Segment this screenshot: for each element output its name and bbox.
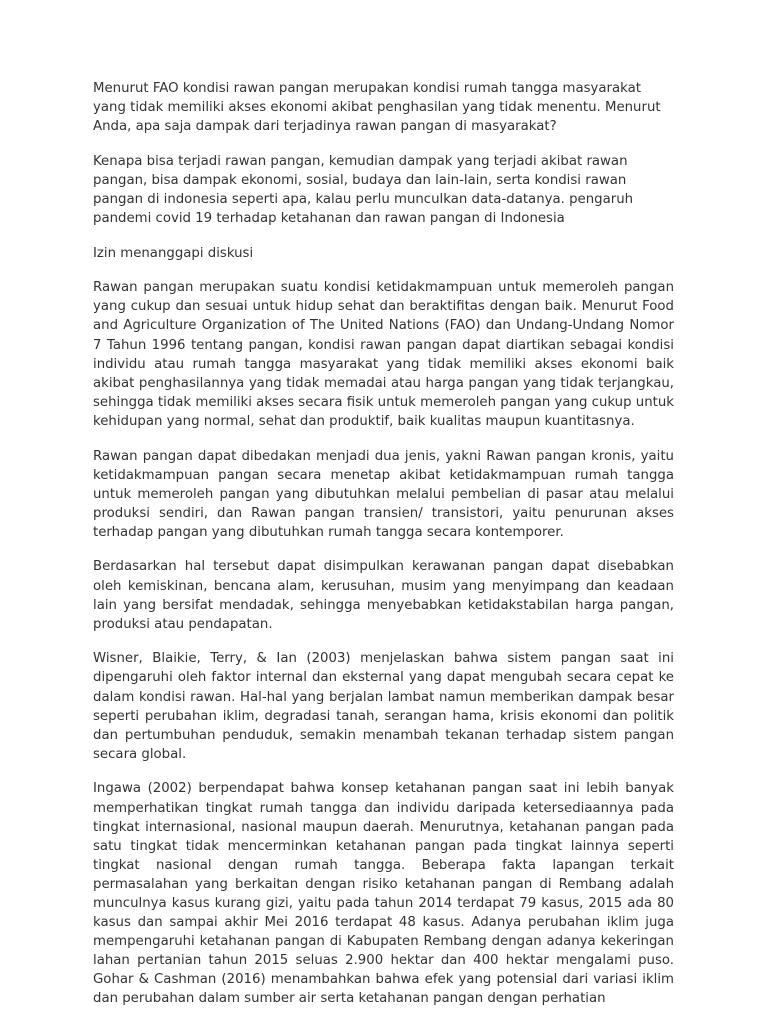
paragraph-opening: Izin menanggapi diskusi [93, 245, 254, 261]
paragraph-conclusion: Berdasarkan hal tersebut dapat disimpulkan kerawanan pangan dapat disebabkan oleh kemiskinan, bencana alam, kerusuhan, musim yang menyimpang dan keadaan lain yang bersifat mendadak, sehingga menyebabkan ketidakstabilan harga pangan, produksi atau pendapatan. [93, 559, 674, 632]
paragraph-definition: Rawan pangan merupakan suatu kondisi ketidakmampuan untuk memeroleh pangan yang cukup dan sesuai untuk hidup sehat dan beraktifitas dengan baik. Menurut Food and Agriculture Organization of The United Nations (FAO) dan Undang-Undang Nomor 7 Tahun 1996 tentang pangan, kondisi rawan pangan dapat diartikan sebagai kondisi individu atau rumah tangga masyarakat yang tidak memiliki akses ekonomi baik akibat penghasilannya yang tidak memadai atau harga pangan yang tidak terjangkau, sehingga tidak memiliki akses secara fisik untuk memeroleh pangan yang cukup untuk kehidupan yang normal, sehat dan produktif, baik kualitas maupun kuantitasnya. [93, 280, 674, 429]
paragraph-wisner: Wisner, Blaikie, Terry, & Ian (2003) menjelaskan bahwa sistem pangan saat ini dipengaruhi oleh faktor internal dan eksternal yang dapat mengubah secara cepat ke dalam kondisi rawan. Hal-hal yang berjalan lambat namun memberikan dampak besar seperti perubahan iklim, degradasi tanah, serangan hama, krisis ekonomi dan politik dan pertumbuhan penduduk, semakin menambah tekanan terhadap sistem pangan secara global. [93, 651, 674, 762]
paragraph-types: Rawan pangan dapat dibedakan menjadi dua jenis, yakni Rawan pangan kronis, yaitu ketidakmampuan pangan secara menetap akibat ketidakmampuan rumah tangga untuk memeroleh pangan yang dibutuhkan melalui pembelian di pasar atau melalui produksi sendiri, dan Rawan pangan transien/ transistori, yaitu penurunan akses terhadap pangan yang dibutuhkan rumah tangga secara kontemporer. [93, 448, 674, 540]
paragraph-ingawa: Ingawa (2002) berpendapat bahwa konsep ketahanan pangan saat ini lebih banyak memperhatikan tingkat rumah tangga dan individu daripada ketersediaannya pada tingkat internasional, nasional maupun daerah. Menurutnya, ketahanan pangan pada satu tingkat tidak mencerminkan ketahanan pangan pada tingkat lainnya seperti tingkat nasional dengan rumah tangga. Beberapa fakta lapangan terkait permasalahan yang berkaitan dengan risiko ketahanan pangan di Rembang adalah munculnya kasus kurang gizi, yaitu pada tahun 2014 terdapat 79 kasus, 2015 ada 80 kasus dan sampai akhir Mei 2016 terdapat 48 kasus. Adanya perubahan iklim juga mempengaruhi ketahanan pangan di Kabupaten Rembang dengan adanya kekeringan lahan pertanian tahun 2015 seluas 2.900 hektar dan 400 hektar mengalami puso. Gohar & Cashman (2016) menambahkan bahwa efek yang potensial dari variasi iklim dan perubahan dalam sumber air serta ketahanan pangan dengan perhatian [93, 781, 674, 1007]
paragraph-prompt: Kenapa bisa terjadi rawan pangan, kemudian dampak yang terjadi akibat rawan pangan, bisa dampak ekonomi, sosial, budaya dan lain-lain, serta kondisi rawan pangan di indonesia seperti apa, kalau perlu munculkan data-datanya. pengaruh pandemi covid 19 terhadap ketahanan dan rawan pangan di Indonesia [93, 153, 634, 227]
paragraph-question: Menurut FAO kondisi rawan pangan merupakan kondisi rumah tangga masyarakat yang tidak memiliki akses ekonomi akibat penghasilan yang tidak menentu. Menurut Anda, apa saja dampak dari terjadinya rawan pangan di masyarakat? [93, 81, 661, 135]
